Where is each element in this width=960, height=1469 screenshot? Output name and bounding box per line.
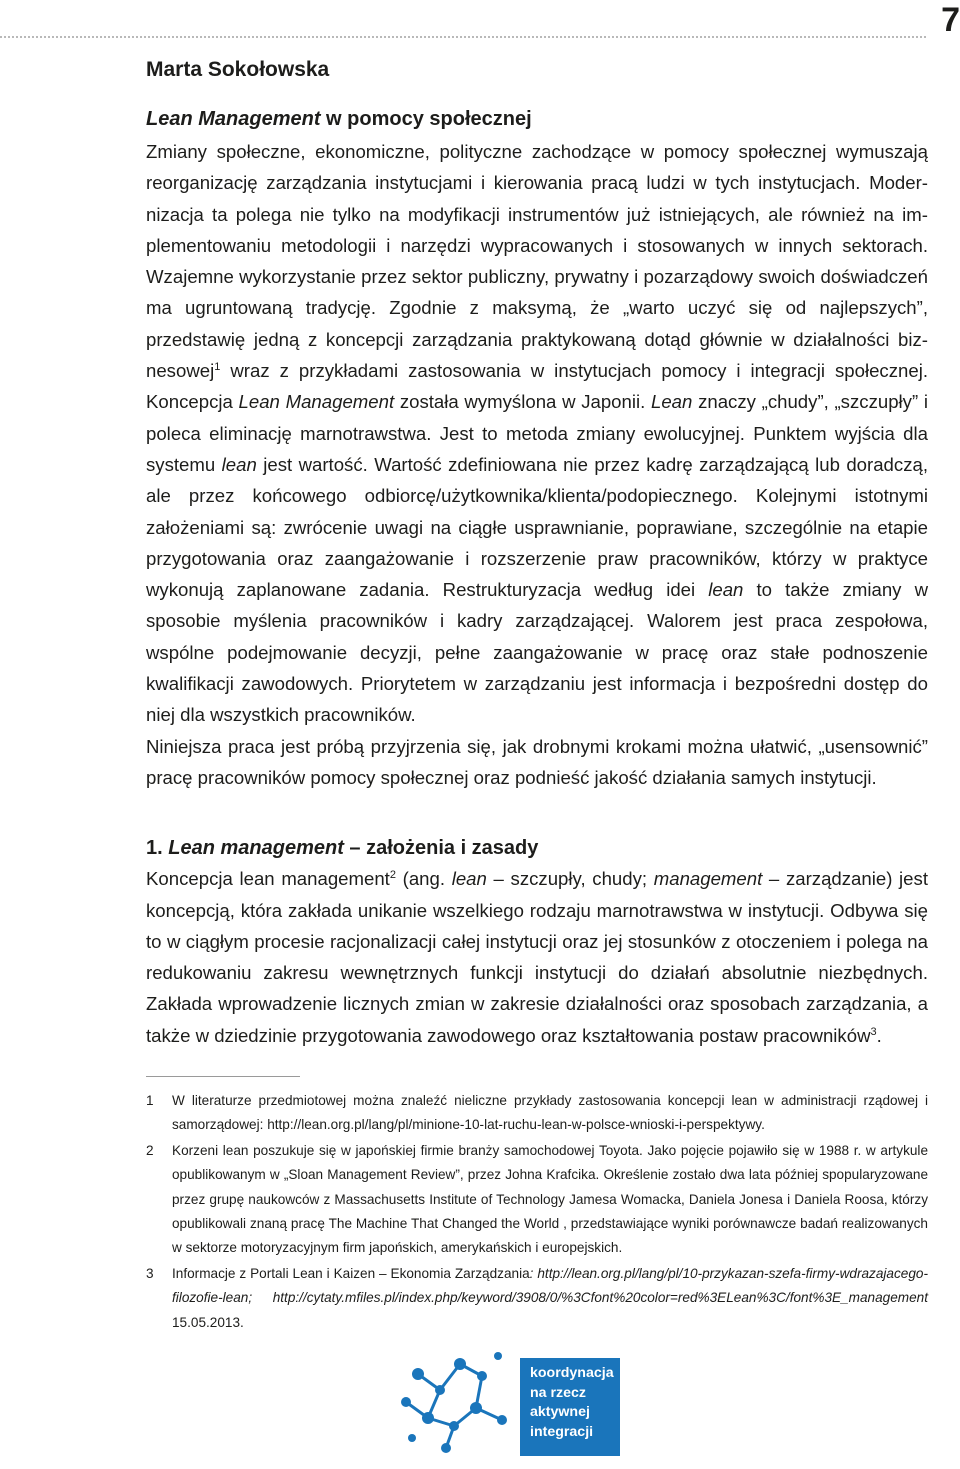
- text-run: Zmiany społeczne, ekonomiczne, polityczne zachodzące w pomocy społecznej wymuszają reorganizację zarządzania instytucjami i kierowania pracą ludzi w tych instytucjach. Modernizacja ta polega nie tylko na modyfikacji instrumentów już istniejących, ale również na implementowaniu metodologii i narzędzi wypracowanych i stosowanych w innych sektorach. Wzajemne wykorzystanie przez sektor publiczny, prywatny i pozarządowy swoich doświadczeń ma ugruntowaną tradycję. Zgodnie z maksymą, że „warto uczyć się od najlepszych”, przedstawię jedną z koncepcji zarządzania praktykowaną dotąd głównie w działalności biznesowej: [146, 141, 928, 382]
- chapter-number: 1.: [146, 837, 169, 860]
- footnote-text: Informacje z Portali Lean i Kaizen – Ekonomia Zarządzania: [172, 1265, 530, 1281]
- footnote-number: 3: [146, 1265, 154, 1281]
- logo-line: na rzecz: [530, 1384, 586, 1401]
- text-run: znaczy „chudy”, „szczupły” i poleca eliminację marnotrawstwa. Jest to metoda zmiany ewolucyjnej. Punktem wyjścia dla systemu: [146, 391, 929, 475]
- logo-text-box: [520, 1358, 620, 1456]
- footnote-separator: [146, 1076, 300, 1077]
- italic-term: Lean Management: [238, 391, 395, 413]
- network-logo-icon: [398, 1346, 520, 1456]
- logo-line: integracji: [530, 1423, 594, 1440]
- italic-term: Lean: [651, 391, 693, 413]
- text-run: to także zmiany w sposobie myślenia pracowników i kadry zarządzającej. Walorem jest praca zespołowa, wspólne podejmowanie decyzji, pełne zaangażowanie w pracę oraz stałe podnoszenie kwalifikacji zawodowych. Priorytetem w zarządzaniu jest informacja i bezpośredni dostęp do niej dla wszystkich pracowników.: [146, 579, 928, 726]
- footnote-date: 15.05.2013.: [172, 1314, 244, 1330]
- text-run: (ang.: [395, 868, 452, 890]
- text-run: – szczupły, chudy;: [486, 868, 654, 890]
- footnote-list: [146, 1089, 928, 1335]
- chapter-paragraph: [146, 863, 928, 1051]
- page-number: 7: [941, 1, 960, 39]
- section-title-rest: w pomocy społecznej: [320, 108, 532, 130]
- footnote-number: 1: [146, 1093, 154, 1109]
- text-run: wraz z przykładami zastosowania w instytucjach pomocy i integracji społecznej. Koncepcja: [146, 360, 928, 413]
- text-run: została wymyślona w Japonii.: [394, 391, 651, 413]
- italic-term: management: [653, 868, 763, 890]
- footnote-3: [146, 1262, 928, 1335]
- logo-line: aktywnej: [530, 1404, 590, 1420]
- footnote-ref-1: 1: [214, 360, 221, 373]
- chapter-title-rest: – założenia i zasady: [343, 837, 539, 860]
- footnote-2: [146, 1139, 928, 1261]
- chapter-title-italic: Lean management: [168, 837, 344, 860]
- section-title: [146, 104, 928, 134]
- purpose-paragraph: Niniejsza praca jest próbą przyjrzenia się, jak drobnymi krokami można ułatwić, „usensownić” pracę pracowników pomocy społecznej oraz podnieść jakość działania samych instytucji.: [146, 735, 928, 788]
- intro-paragraph: [146, 136, 928, 731]
- text-run: – zarządzanie) jest koncepcją, która zakłada unikanie wszelkiego rodzaju marnotrawstwa w instytucji. Odbywa się to w ciągłym procesie racjonalizacji całej instytucji oraz jej stosunków z otoczeniem i polega na redukowaniu zakresu wewnętrznych funkcji instytucji do działań absolutnie niezbędnych. Zakłada wprowadzenie licznych zmian w zakresie działalności oraz sposobach zarządzania, a także w dziedzinie przygotowania zawodowego oraz kształtowania postaw pracowników: [146, 868, 928, 1046]
- italic-term: lean: [221, 453, 257, 475]
- chapter-heading: [146, 833, 928, 863]
- logo-line: koordynacja: [530, 1365, 614, 1381]
- section-title-italic: Lean Management: [146, 108, 321, 130]
- italic-term: lean: [451, 868, 487, 890]
- italic-term: lean: [708, 579, 744, 601]
- author-name: Marta Sokołowska: [146, 58, 330, 81]
- footnote-text: W literaturze przedmiotowej można znaleźć nieliczne przykłady zastosowania koncepcji lean w administracji rządowej i samorządowej: http://lean.org.pl/lang/pl/minione-10-lat-ruchu-lean-w-polsce-wnioski-i-perspektywy.: [172, 1093, 928, 1133]
- footnote-text: Korzeni lean poszukuje się w japońskiej firmie branży samochodowej Toyota. Jako pojęcie pojawiło się w 1988 r. w artykule opublikowanym w „Sloan Management Review”, przez Johna Krafcika. Określenie zostało dwa lata później spopularyzowane przez grupę naukowców z Massachusetts Institute of Technology Jamesa Womacka, Daniela Jonesa i Daniela Roosa, którzy opublikowali znaną pracę The Machine That Changed the World , przedstawiające wyniki porównawcze badań realizowanych w sektorze motoryzacyjnym firm japońskich, amerykańskich i europejskich.: [172, 1142, 928, 1256]
- text-run: Koncepcja lean management: [146, 868, 390, 890]
- header-dotted-rule: [0, 36, 926, 38]
- footnote-ref-3: 3: [870, 1025, 877, 1038]
- footnote-1: [146, 1089, 928, 1138]
- page-content: [146, 52, 928, 1336]
- footnote-number: 2: [146, 1142, 154, 1158]
- footnote-ref-2: 2: [389, 869, 396, 882]
- text-run: .: [876, 1024, 882, 1046]
- footnote-links: : http://lean.org.pl/lang/pl/10-przykazan-szefa-firmy-wdrazajacego-filozofie-lean; http://cytaty.mfiles.pl/index.php/keyword/3908/0/%3Cfont%20color=red%3ELean%3C/font%3E_management: [172, 1265, 928, 1306]
- text-run: jest wartość. Wartość zdefiniowana nie przez kadrę zarządzającą lub doradczą, ale przez końcowego odbiorcę/użytkownika/klienta/podopiecznego. Kolejnymi istotnymi założeniami są: zwrócenie uwagi na ciągłe usprawnianie, poprawiane, szczególnie na etapie przygotowania oraz zaangażowanie i rozszerzenie praw pracowników, którzy w praktyce wykonują zaplanowane zadania. Restrukturyzacja według idei: [146, 453, 928, 601]
